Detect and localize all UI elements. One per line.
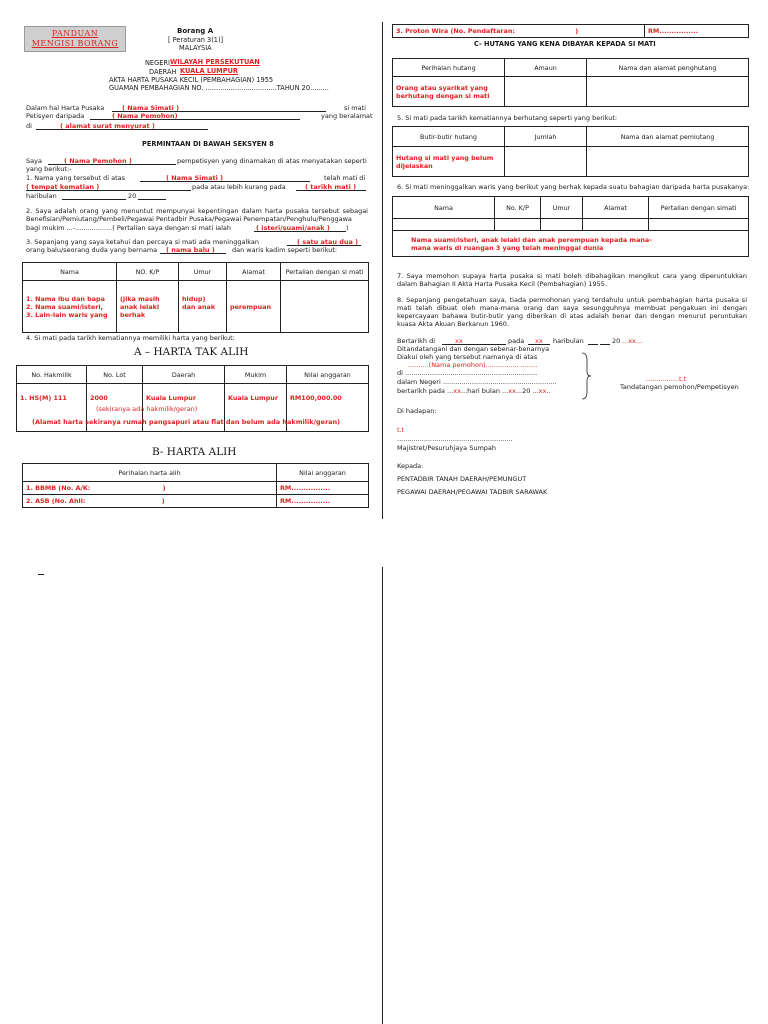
column-divider-bottom	[382, 567, 383, 1024]
wb-header-kp: No. K/P	[495, 197, 541, 219]
p1-tempat-hint: ( tempat kematian )	[26, 183, 100, 191]
form-rule: [ Peraturan 3(1)]	[168, 36, 224, 44]
dalam-negeri: dalam Negeri .......................................................	[397, 378, 557, 386]
signature-brace	[580, 352, 592, 400]
p1-haribulan-line	[62, 192, 126, 200]
nama-simati-hint: ( Nama Simati )	[122, 104, 180, 112]
petisyen-label: Petisyen daripada	[26, 112, 85, 120]
harta-alih-table	[22, 463, 369, 508]
yang-beralamat-label: yang beralamat	[321, 112, 373, 120]
waris-header-alamat: Alamat	[227, 263, 281, 281]
waris-nama-3: 3. Lain-lain waris yang	[26, 310, 108, 319]
alamat-hint: ( alamat surat menyurat )	[60, 122, 155, 130]
piutang-table	[392, 126, 749, 177]
p6-text: 6. Si mati meninggalkan waris yang berikut yang berhak kepada suatu bahagian daripada harta pusakanya:	[397, 183, 750, 191]
p3-waris: dan waris kadim seperti berikut:	[232, 246, 338, 254]
bp-xx2: xx	[508, 387, 516, 395]
bertarikh-year-xx: ...xx...	[622, 337, 643, 345]
hta-note-2: (Alamat harta sekiranya rumah pangsapuri atau flat dan belum ada hakmilik/geran)	[32, 418, 341, 426]
ha-asb-rm[interactable]: RM................	[277, 495, 369, 508]
bertarikh-line	[442, 337, 506, 345]
form-title: Borang A	[177, 27, 214, 35]
diakui: Diakui oleh yang tersebut namanya di atas	[397, 353, 538, 361]
hta-header-lot: No. Lot	[87, 366, 143, 384]
p3-orang: orang balu/seorang duda yang bernama	[26, 246, 158, 254]
ha-asb-label: 2. ASB (No. Ahli:	[26, 497, 86, 505]
nama-pemohon-dots: ..........(Nama pemohon)................ ........	[408, 361, 538, 369]
hta-cell-lot[interactable]: 2000	[87, 384, 143, 432]
majistret-dots: ........................................................	[397, 435, 513, 443]
waris-cell-umur[interactable]	[179, 281, 227, 333]
waris-header-kp: NO. K/P	[117, 263, 179, 281]
piutang-row-nama[interactable]	[587, 147, 749, 177]
kepada-label: Kepada:	[397, 462, 424, 470]
waris-kp-1: (jika masih	[120, 294, 160, 303]
ha-header-perihalan: Perihalan harta alih	[23, 464, 277, 482]
waris-umur-1: hidup)	[182, 294, 206, 303]
guide-badge	[24, 26, 126, 52]
waris-header-nama: Nama	[23, 263, 117, 281]
negeri-value: WILAYAH PERSEKUTUAN	[170, 58, 260, 66]
kepada-pegawai: PEGAWAI DAERAH/PEGAWAI TADBIR SARAWAK	[397, 488, 548, 496]
bertarikh-xx: xx	[455, 337, 463, 345]
hta-cell-mukim[interactable]: Kuala Lumpur	[225, 384, 287, 432]
pada-xx: xx	[535, 337, 543, 345]
wb-header-nama: Nama	[393, 197, 495, 219]
ha-bbmb-close: )	[162, 484, 166, 492]
waris-nama-2: 2. Nama suami/isteri,	[26, 302, 103, 311]
waris-header-pertalian: Pertalian dengan si mati	[281, 263, 369, 281]
kepada-pentadbir: PENTADBIR TANAH DAERAH/PEMUNGUT	[397, 475, 527, 483]
di-dots: di ................................................................	[397, 369, 538, 377]
harta-alih-title: B- HARTA ALIH	[152, 446, 237, 458]
column-divider-top	[382, 22, 383, 519]
tt-signature: ................t.t	[646, 375, 687, 383]
daerah-label: DAERAH	[149, 68, 177, 76]
waris-cell-nama[interactable]	[23, 281, 117, 333]
p1-simati-hint: ( Nama Simati )	[166, 174, 224, 182]
wb-header-pertalian: Pertalian dengan simati	[649, 197, 749, 219]
wb-row-note[interactable]	[393, 231, 749, 257]
hta-note-1: (sekiranya ada hakmilik/geran)	[96, 405, 198, 413]
hutang-title: C- HUTANG YANG KENA DIBAYAR KEPADA SI MATI	[474, 40, 656, 48]
bp-haribulan: ...hari bulan ...	[460, 387, 509, 395]
waris-cell-kp[interactable]	[117, 281, 179, 333]
p2-bagi: bagi mukim ...-..................( Pertalian saya dengan si mati ialah	[26, 224, 232, 232]
p1-tarikh-hint: ( tarikh mati )	[305, 183, 357, 191]
p1-text: 1. Nama yang tersebut di atas	[26, 174, 126, 182]
p1-tahun-line	[138, 192, 166, 200]
proton-close: )	[575, 27, 579, 35]
hutang-header-nama: Nama dan alamat penghutang	[587, 59, 749, 77]
guaman-line: GUAMAN PEMBAHAGIAN NO. ..................................TAHUN 20.........	[109, 84, 329, 92]
daerah-value: KUALA LUMPUR	[180, 67, 238, 75]
tt-majistret: t.t	[397, 426, 405, 434]
badge-line-2: MENGISI BORANG	[31, 39, 119, 48]
waris-cell-alamat[interactable]	[227, 281, 281, 333]
bp-label: bertarikh pada ...	[397, 387, 454, 395]
hutang-row-nama[interactable]	[587, 77, 749, 107]
hutang-table	[392, 58, 749, 107]
p3-balu-hint: ( nama balu )	[166, 246, 215, 254]
piutang-header-jumlah: Jumlah	[505, 127, 587, 147]
ha-bbmb-rm[interactable]: RM................	[277, 482, 369, 495]
waris-table	[22, 262, 369, 333]
ha-asb-close: )	[161, 497, 165, 505]
ha-row-asb[interactable]	[23, 495, 277, 508]
majistret-label: Majistret/Pesuruhjaya Sumpah	[397, 444, 497, 452]
piutang-header-nama: Nama dan alamat pemiutang	[587, 127, 749, 147]
hta-header-mukim: Mukim	[225, 366, 287, 384]
di-hadapan: Di hadapan:	[397, 407, 437, 415]
badge-line-1: PANDUAN	[51, 29, 99, 38]
p1-tahun: 20	[128, 192, 137, 200]
negeri-label: NEGERI	[145, 59, 170, 67]
waris-kp-2: anak lelaki	[120, 302, 160, 311]
waris-berhak-table	[392, 196, 749, 257]
p3-text: 3. Sepanjang yang saya ketahui dan percaya si mati ada meninggalkan	[26, 238, 260, 246]
p2-close: )	[346, 224, 349, 232]
waris-nama-1: 1. Nama ibu dan bapa	[26, 294, 105, 303]
waris-kp-3: berhak	[120, 310, 146, 319]
hutang-header-perihalan: Perihalan hutang	[393, 59, 505, 77]
bp-tail: ..	[546, 387, 551, 395]
p4-text: 4. Si mati pada tarikh kematiannya memiliki harta yang berikut:	[26, 334, 235, 342]
stray-dash	[38, 574, 44, 575]
bp-xx3: xx	[538, 387, 547, 395]
bertarikh-haribulan: haribulan	[553, 337, 584, 345]
form-country: MALAYSIA	[179, 44, 212, 52]
waris-cell-pertalian[interactable]	[281, 281, 369, 333]
proton-table	[392, 24, 749, 38]
p1-telah-mati: telah mati di	[324, 174, 366, 182]
hutang-row-amaun[interactable]	[505, 77, 587, 107]
wb-note-text: Nama suami/isteri, anak lelaki dan anak perempuan kepada mana-mana waris di ruangan 3 yang telah meninggal dunia	[411, 235, 652, 252]
proton-cell[interactable]	[393, 25, 645, 38]
hta-header-daerah: Daerah	[143, 366, 225, 384]
si-mati-label: si mati	[344, 104, 366, 112]
hta-cell-nilai[interactable]: RM100,000.00	[287, 384, 369, 432]
p7-text: 7. Saya memohon supaya harta pusaka si mati boleh dibahagikan mengikut cara yang diperuntukkan dalam Bahagian II Akta Harta Pusaka Kecil (Pembahagian) 1955.	[397, 272, 747, 289]
hutang-header-amaun: Amaun	[505, 59, 587, 77]
haribulan-line-1	[588, 337, 598, 345]
p8-text: 8. Sepanjang pengetahuan saya, tiada permohonan yang terdahulu untuk pembahagian harta pusaka si mati telah dibuat oleh mana-mana orang dan saya sesungguhnya membuat pengakuan ini dengan kepercayaan bahawa butir-butir yang diberikan di atas adalah benar dan dengan menurut peruntukan kuasa Akta Akuan Berkanun 1960.	[397, 296, 747, 329]
dalam-hal-label: Dalam hal Harta Pusaka	[26, 104, 105, 112]
waris-umur-2: dan anak	[182, 302, 216, 311]
section-title: PERMINTAAN DI BAWAH SEKSYEN 8	[142, 140, 274, 148]
tandatangan-label: Tandatangan pemohon/Pempetisyen	[620, 383, 739, 391]
p2-text: 2. Saya adalah orang yang menuntut mempunyai kepentingan dalam harta pusaka tersebut sebagai Benefisian/Pemiutang/Pembeli/Pegawai Pentadbir Pusaka/Pegawai Penempatan/Penghulu/Penggawa	[26, 207, 368, 224]
saya-rest: pempetisyen yang dinamakan di atas menyatakan seperti	[177, 157, 367, 165]
waris-header-umur: Umur	[179, 263, 227, 281]
p2-isteri-hint: ( isteri/suami/anak )	[256, 224, 330, 232]
bp-xx1: xx	[453, 387, 461, 395]
saya-pemohon-hint: ( Nama Pemohon )	[64, 157, 132, 165]
hta-header-hakmilik: No. Hakmilik	[17, 366, 87, 384]
p3-satu-hint: ( satu atau dua )	[297, 238, 359, 246]
yang-berikut: yang berikut:-	[26, 165, 72, 173]
act-title: AKTA HARTA PUSAKA KECIL (PEMBAHAGIAN) 1955	[109, 76, 274, 84]
nama-pemohon-hint: ( Nama Pemohon)	[112, 112, 178, 120]
wb-header-alamat: Alamat	[583, 197, 649, 219]
bertarikh-label: Bertarikh di	[397, 337, 436, 345]
ha-row-bbmb[interactable]	[23, 482, 277, 495]
harta-tak-alih-title: A – HARTA TAK ALIH	[134, 346, 249, 358]
bertarikh-20: 20	[612, 337, 621, 345]
piutang-row-butir[interactable]: Hutang si mati yang belum dijelaskan	[393, 147, 505, 177]
hta-cell-hakmilik[interactable]: 1. HS(M) 111	[17, 384, 87, 432]
wb-header-umur: Umur	[541, 197, 583, 219]
p5-text: 5. Si mati pada tarikh kematiannya berhutang seperti yang berikut:	[397, 114, 618, 122]
saya-label: Saya	[26, 157, 42, 165]
piutang-row-jumlah[interactable]	[505, 147, 587, 177]
ha-bbmb-label: 1. BBMB (No. A/K:	[26, 484, 91, 492]
waris-alamat: perempuan	[230, 302, 272, 311]
hta-header-nilai: Nilai anggaran	[287, 366, 369, 384]
ha-header-nilai: Nilai anggaran	[277, 464, 369, 482]
piutang-header-butir: Butir-butir hutang	[393, 127, 505, 147]
p1-haribulan: haribulan	[26, 192, 57, 200]
proton-label: 3. Proton Wira (No. Pendaftaran:	[396, 27, 515, 35]
haribulan-line-2	[600, 337, 610, 345]
p1-pada: pada atau lebih kurang pada	[192, 183, 286, 191]
hta-cell-daerah[interactable]: Kuala Lumpur	[143, 384, 225, 432]
hutang-row-perihalan[interactable]: Orang atau syarikat yang berhutang dengan si mati	[393, 77, 505, 107]
bertarikh-pada: pada	[508, 337, 525, 345]
bp-20: ...20 ...	[515, 387, 539, 395]
bertarikh-pada-label	[397, 387, 551, 395]
di-label: di	[26, 122, 32, 130]
ditandatangani: Ditandatangani dan dengan sebenar-benarnya	[397, 345, 550, 353]
proton-rm[interactable]: RM................	[645, 25, 749, 38]
